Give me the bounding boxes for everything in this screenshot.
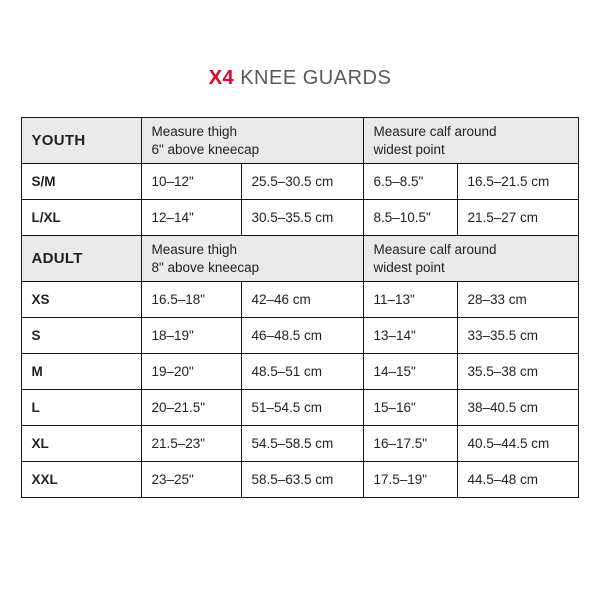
calf-cm: 35.5–38 cm [458, 354, 578, 390]
thigh-inches: 18–19" [142, 318, 242, 354]
calf-measure-header-line1: Measure calf around [373, 124, 497, 140]
calf-cm: 28–33 cm [458, 282, 578, 318]
section-header-row [22, 118, 578, 164]
thigh-inches: 12–14" [142, 200, 242, 236]
thigh-inches: 19–20" [142, 354, 242, 390]
calf-inches: 17.5–19" [364, 462, 458, 498]
table-row [22, 282, 578, 318]
calf-cm: 21.5–27 cm [458, 200, 578, 236]
thigh-cm: 51–54.5 cm [242, 390, 364, 426]
table-row [22, 426, 578, 462]
size-label: XXL [22, 462, 142, 498]
size-label: S [22, 318, 142, 354]
thigh-cm: 58.5–63.5 cm [242, 462, 364, 498]
calf-inches: 15–16" [364, 390, 458, 426]
thigh-measure-header-line1: Measure thigh [151, 242, 238, 258]
calf-inches: 14–15" [364, 354, 458, 390]
table-row [22, 354, 578, 390]
product-label: KNEE GUARDS [234, 67, 392, 89]
thigh-cm: 30.5–35.5 cm [242, 200, 364, 236]
section-label: ADULT [22, 236, 142, 282]
calf-cm: 44.5–48 cm [458, 462, 578, 498]
calf-cm: 40.5–44.5 cm [458, 426, 578, 462]
thigh-measure-header-line2: 8" above kneecap [151, 259, 260, 275]
calf-measure-header [364, 118, 578, 164]
thigh-cm: 42–46 cm [242, 282, 364, 318]
size-label: L [22, 390, 142, 426]
thigh-cm: 25.5–30.5 cm [242, 164, 364, 200]
size-label: XS [22, 282, 142, 318]
thigh-inches: 23–25" [142, 462, 242, 498]
calf-inches: 16–17.5" [364, 426, 458, 462]
brand-label: X4 [208, 67, 235, 89]
section-label: YOUTH [22, 118, 142, 164]
table-row [22, 318, 578, 354]
size-label: S/M [22, 164, 142, 200]
page-title [0, 0, 600, 88]
table-row [22, 462, 578, 498]
calf-measure-header-line2: widest point [373, 141, 445, 157]
thigh-measure-header-line2: 6" above kneecap [151, 141, 260, 157]
table-row [22, 200, 578, 236]
calf-inches: 6.5–8.5" [364, 164, 458, 200]
calf-inches: 8.5–10.5" [364, 200, 458, 236]
table-row [22, 164, 578, 200]
thigh-measure-header [142, 236, 364, 282]
size-label: L/XL [22, 200, 142, 236]
table-row [22, 390, 578, 426]
thigh-inches: 21.5–23" [142, 426, 242, 462]
calf-cm: 33–35.5 cm [458, 318, 578, 354]
thigh-cm: 46–48.5 cm [242, 318, 364, 354]
size-label: M [22, 354, 142, 390]
section-header-row [22, 236, 578, 282]
thigh-measure-header [142, 118, 364, 164]
size-label: XL [22, 426, 142, 462]
thigh-inches: 16.5–18" [142, 282, 242, 318]
thigh-measure-header-line1: Measure thigh [151, 124, 238, 140]
thigh-inches: 10–12" [142, 164, 242, 200]
calf-cm: 38–40.5 cm [458, 390, 578, 426]
calf-inches: 11–13" [364, 282, 458, 318]
thigh-inches: 20–21.5" [142, 390, 242, 426]
thigh-cm: 54.5–58.5 cm [242, 426, 364, 462]
calf-measure-header-line2: widest point [373, 259, 445, 275]
thigh-cm: 48.5–51 cm [242, 354, 364, 390]
calf-measure-header [364, 236, 578, 282]
calf-inches: 13–14" [364, 318, 458, 354]
size-chart-table [21, 117, 578, 498]
calf-measure-header-line1: Measure calf around [373, 242, 497, 258]
calf-cm: 16.5–21.5 cm [458, 164, 578, 200]
